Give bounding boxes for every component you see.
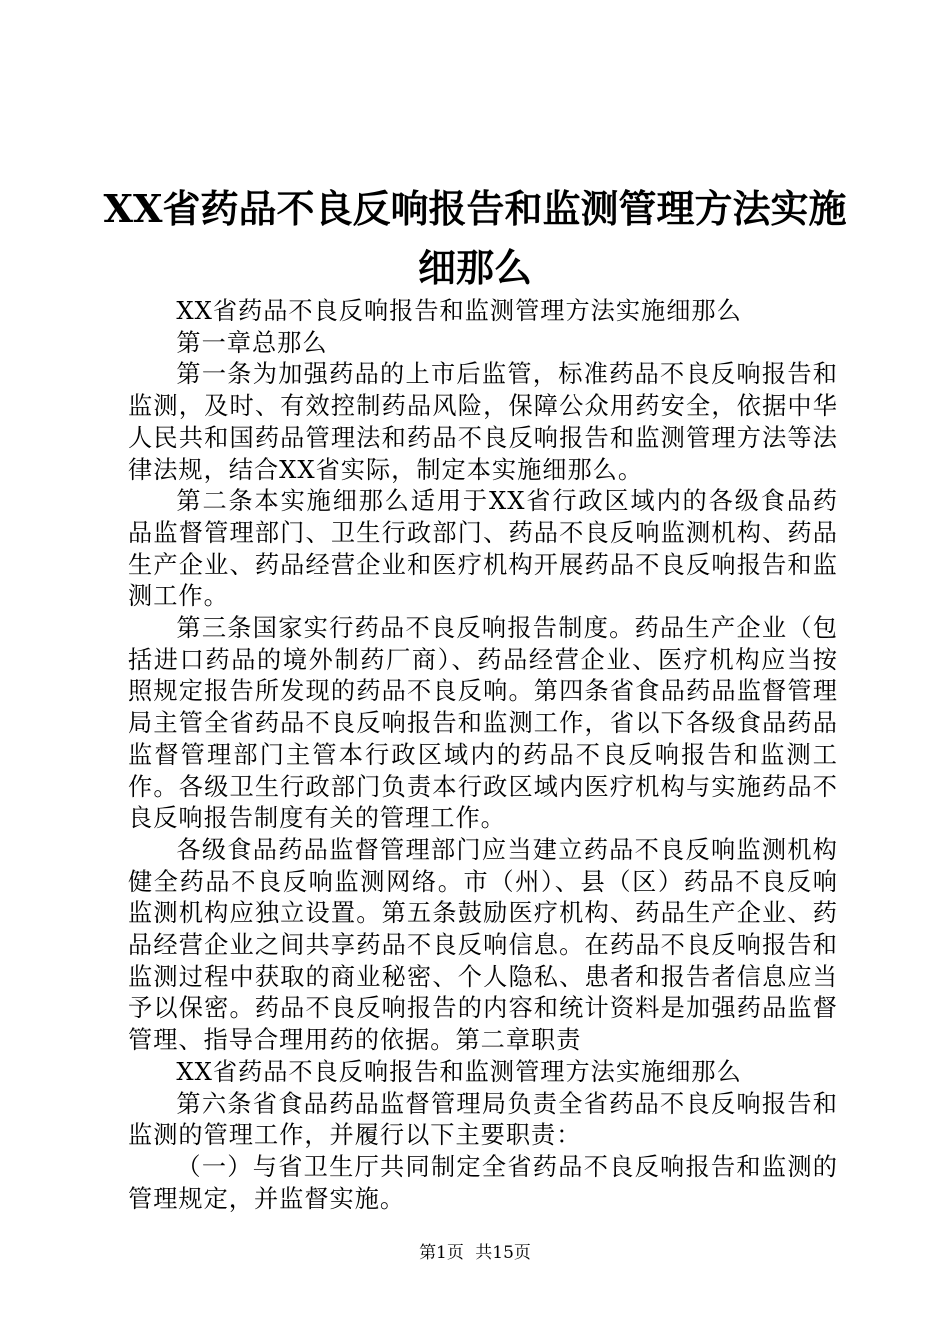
paragraph-article-6: 第六条省食品药品监督管理局负责全省药品不良反响报告和监测的管理工作，并履行以下主要职责： xyxy=(128,1089,838,1150)
document-title-line-2: 细那么 xyxy=(417,245,532,290)
paragraph-article-1: 第一条为加强药品的上市后监管，标准药品不良反响报告和监测，及时、有效控制药品风险，保障公众用药安全，依据中华人民共和国药品管理法和药品不良反响报告和监测管理方法等法律法规，结合XX省实际，制定本实施细那么。 xyxy=(128,360,838,484)
paragraph-chapter-1: 第一章总那么 xyxy=(176,328,328,357)
paragraph-doc-heading-repeat: XX省药品不良反响报告和监测管理方法实施细那么 xyxy=(176,1057,742,1086)
document-title-line-1: XX省药品不良反响报告和监测管理方法实施 xyxy=(103,186,847,231)
paragraph-article-3-4: 第三条国家实行药品不良反响报告制度。药品生产企业（包括进口药品的境外制药厂商）、药品经营企业、医疗机构应当按照规定报告所发现的药品不良反响。第四条省食品药品监督管理局主管全省药品不良反响报告和监测工作，省以下各级食品药品监督管理部门主管本行政区域内的药品不良反响报告和监测工作。各级卫生行政部门负责本行政区域内医疗机构与实施药品不良反响报告制度有关的管理工作。 xyxy=(128,614,838,833)
document-body xyxy=(128,296,838,1215)
paragraph-doc-heading: XX省药品不良反响报告和监测管理方法实施细那么 xyxy=(176,297,742,325)
paragraph-article-6-item-1: （一）与省卫生厅共同制定全省药品不良反响报告和监测的管理规定，并监督实施。 xyxy=(128,1152,838,1213)
page-number: 第1页 xyxy=(419,1243,464,1263)
paragraph-article-2: 第二条本实施细那么适用于XX省行政区域内的各级食品药品监督管理部门、卫生行政部门、药品不良反响监测机构、药品生产企业、药品经营企业和医疗机构开展药品不良反响报告和监测工作。 xyxy=(128,487,838,611)
page-total: 共15页 xyxy=(475,1243,531,1263)
page-footer xyxy=(0,1243,950,1263)
paragraph-article-5: 各级食品药品监督管理部门应当建立药品不良反响监测机构健全药品不良反响监测网络。市（州）、县（区）药品不良反响监测机构应独立设置。第五条鼓励医疗机构、药品生产企业、药品经营企业之间共享药品不良反响信息。在药品不良反响报告和监测过程中获取的商业秘密、个人隐私、患者和报告者信息应当予以保密。药品不良反响报告的内容和统计资料是加强药品监督管理、指导合理用药的依据。第二章职责 xyxy=(128,835,838,1055)
